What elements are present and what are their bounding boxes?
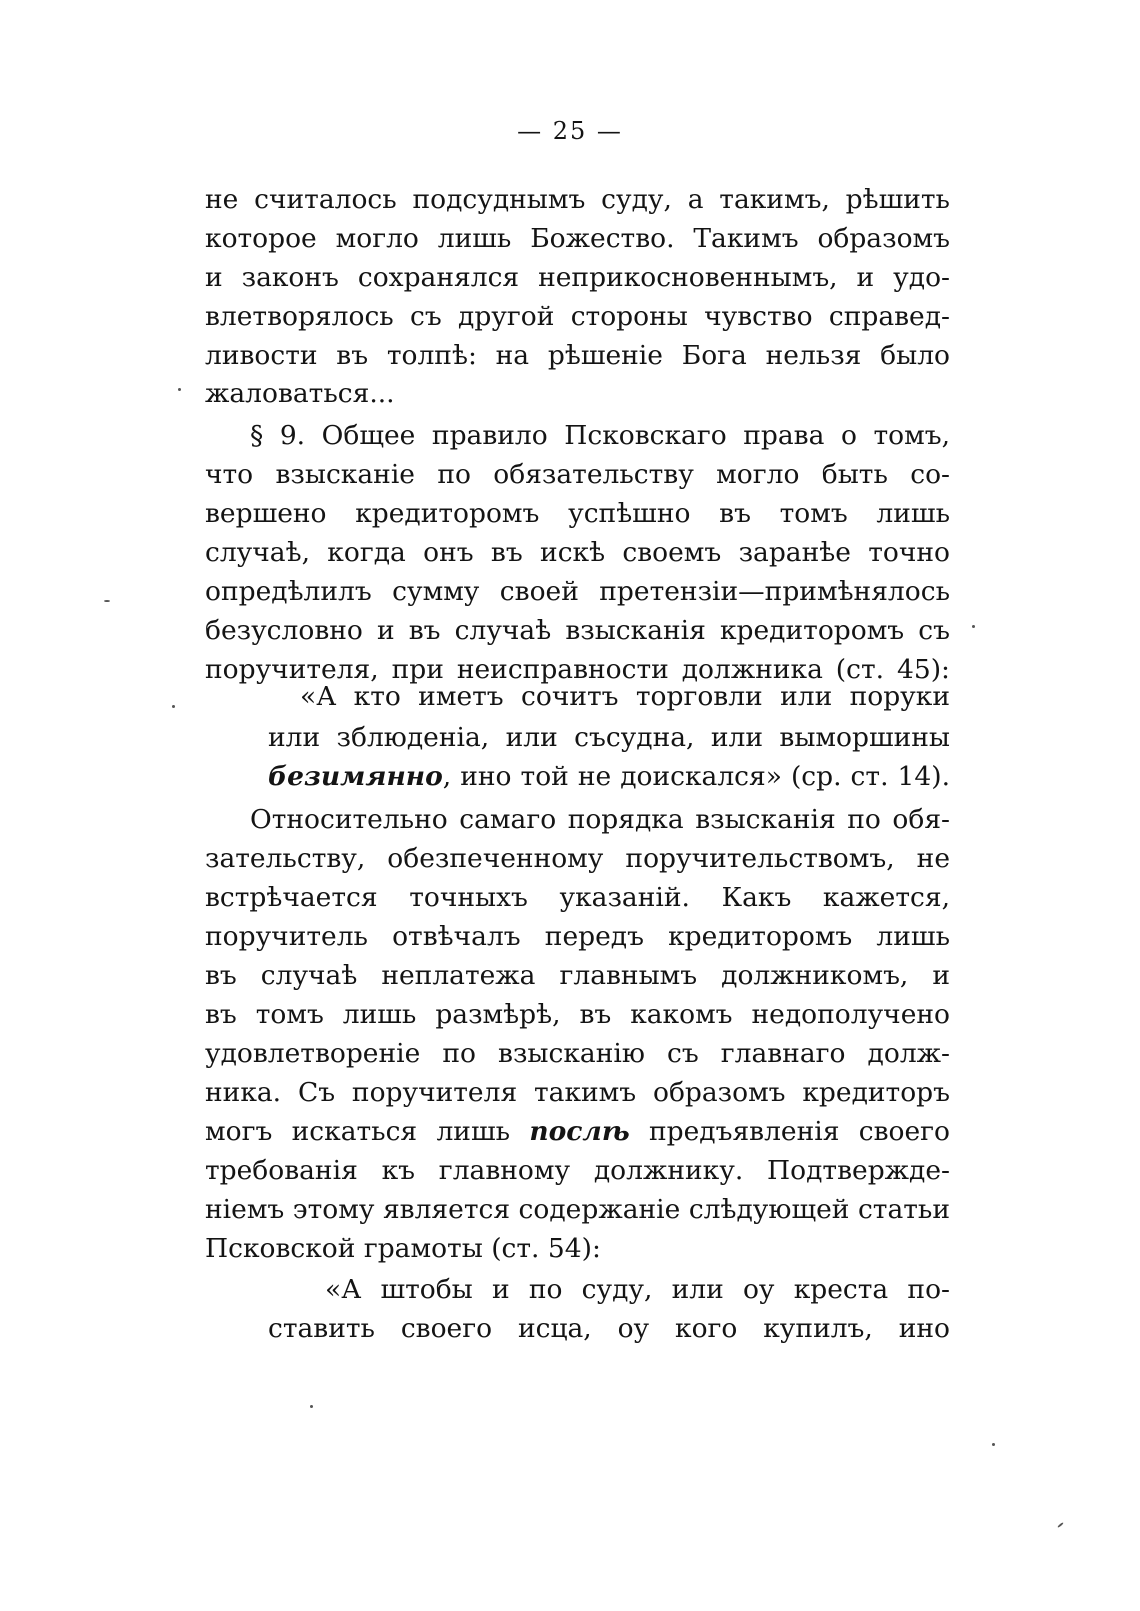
scan-speck (972, 625, 975, 628)
quote-line: ставить своего исца, оу кого купилъ, ино (268, 1313, 950, 1344)
text-line: поручитель отвѣчалъ передъ кредиторомъ лишь (205, 921, 950, 952)
text-line: не считалось подсуднымъ суду, а такимъ, рѣшить (205, 184, 950, 215)
text-line: безусловно и въ случаѣ взысканія кредиторомъ съ (205, 615, 950, 646)
text-segment: предъявленія своего (629, 1116, 951, 1147)
scan-speck (1057, 1522, 1064, 1528)
text-line (205, 1112, 950, 1152)
section-heading-line: § 9. Общее правило Псковскаго права о томъ, (250, 420, 950, 451)
text-segment: могъ искаться лишь (205, 1116, 530, 1147)
scan-speck (104, 600, 110, 602)
text-line: поручителя, при неисправности должника (ст. 45): (205, 654, 950, 685)
text-line: жаловаться... (205, 378, 395, 409)
quote-line: или зблюденіа, или съсудна, или выморшины (268, 722, 950, 753)
text-line: ніемъ этому является содержаніе слѣдующей статьи (205, 1194, 950, 1225)
emphasized-word: безимянно (268, 761, 443, 792)
text-line: зательству, обезпеченному поручительствомъ, не (205, 843, 950, 874)
scan-speck (172, 705, 175, 708)
text-line: встрѣчается точныхъ указаній. Какъ кажется, (205, 882, 950, 913)
quote-line-rest: , ино той не доискался» (ср. ст. 14). (442, 761, 950, 792)
text-line: удовлетвореніе по взысканію съ главнаго долж- (205, 1038, 950, 1069)
text-line: вершено кредиторомъ успѣшно въ томъ лишь (205, 498, 950, 529)
text-line: что взысканіе по обязательству могло быть со- (205, 459, 950, 490)
page-number: — 25 — (517, 117, 623, 145)
text-line: влетворялось съ другой стороны чувство справед- (205, 301, 950, 332)
text-line: въ томъ лишь размѣрѣ, въ какомъ недополучено (205, 999, 950, 1030)
text-line: и законъ сохранялся неприкосновеннымъ, и удо- (205, 262, 950, 293)
scan-speck (992, 1443, 995, 1446)
quote-line: «А кто иметъ сочитъ торговли или поруки (300, 681, 950, 712)
text-line: въ случаѣ неплатежа главнымъ должникомъ, и (205, 960, 950, 991)
text-line: Относительно самаго порядка взысканія по обя- (250, 804, 950, 835)
text-line: опредѣлилъ сумму своей претензіи—примѣнялось (205, 576, 950, 607)
scan-speck (310, 1405, 313, 1408)
text-line: Псковской грамоты (ст. 54): (205, 1233, 601, 1264)
scan-speck (178, 388, 181, 391)
quote-line: «А штобы и по суду, или оу креста по- (325, 1274, 950, 1305)
emphasized-word: послѣ (529, 1116, 630, 1147)
quote-line (268, 757, 950, 797)
text-line: требованія къ главному должнику. Подтвержде- (205, 1155, 950, 1186)
text-line: ника. Съ поручителя такимъ образомъ кредиторъ (205, 1077, 950, 1108)
text-line: ливости въ толпѣ: на рѣшеніе Бога нельзя было (205, 340, 950, 371)
text-line: которое могло лишь Божество. Такимъ образомъ (205, 223, 950, 254)
text-line: случаѣ, когда онъ въ искѣ своемъ заранѣе точно (205, 537, 950, 568)
